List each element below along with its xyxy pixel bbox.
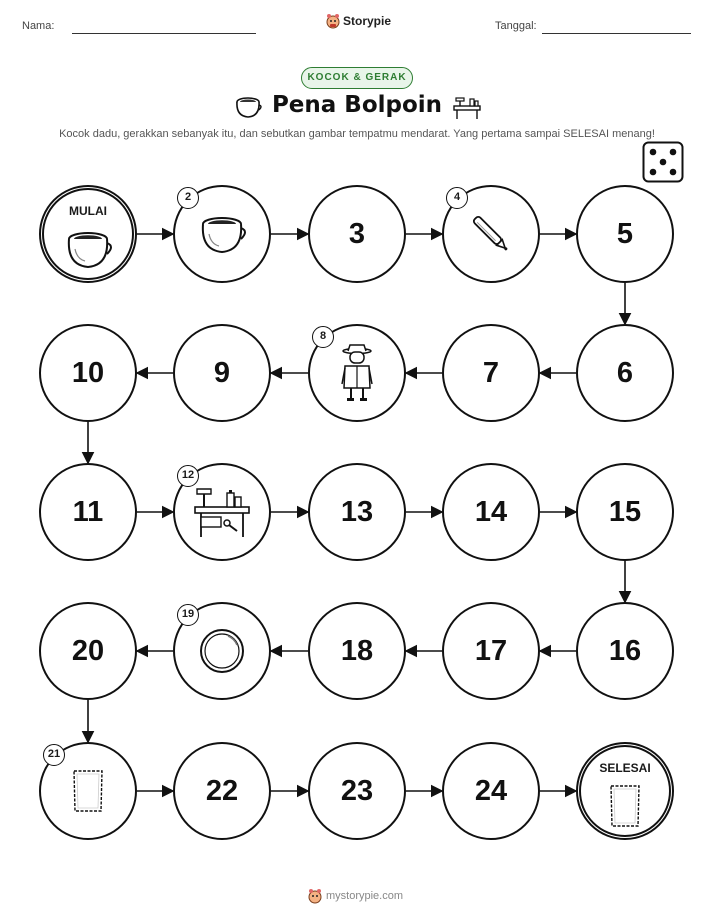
pot-icon bbox=[44, 224, 132, 274]
category-tag: KOCOK & GERAK bbox=[301, 67, 413, 89]
pie-mascot-icon bbox=[308, 888, 322, 904]
board-space bbox=[576, 185, 674, 283]
space-number-badge: 21 bbox=[43, 744, 65, 766]
space-number: 24 bbox=[474, 774, 508, 807]
start-space bbox=[39, 185, 137, 283]
space-number-badge: 2 bbox=[177, 187, 199, 209]
board-space bbox=[442, 742, 540, 840]
page-title: Pena Bolpoin bbox=[271, 92, 443, 118]
space-number: 20 bbox=[71, 634, 105, 667]
board-space bbox=[308, 742, 406, 840]
space-number: 3 bbox=[348, 217, 366, 250]
instructions: Kocok dadu, gerakkan sebanyak itu, dan sebutkan gambar tempatmu mendarat. Yang pertama sampai SELESAI menang! bbox=[59, 128, 655, 140]
space-number: 14 bbox=[474, 495, 508, 528]
finish-label: SELESAI bbox=[599, 761, 651, 775]
space-number: 7 bbox=[482, 356, 500, 389]
space-number: 9 bbox=[213, 356, 231, 389]
name-label: Nama: bbox=[22, 20, 55, 32]
board-space bbox=[308, 185, 406, 283]
board-space bbox=[442, 602, 540, 700]
space-number: 11 bbox=[72, 495, 104, 528]
board-space bbox=[173, 324, 271, 422]
board-space bbox=[576, 463, 674, 561]
space-number-badge: 12 bbox=[177, 465, 199, 487]
board-space bbox=[442, 463, 540, 561]
board-space bbox=[442, 324, 540, 422]
brand-name: Storypie bbox=[343, 14, 392, 28]
space-number: 15 bbox=[608, 495, 642, 528]
start-label: MULAI bbox=[69, 204, 107, 218]
board-space bbox=[39, 324, 137, 422]
space-number: 16 bbox=[608, 634, 642, 667]
space-number: 22 bbox=[205, 774, 239, 807]
space-number-badge: 8 bbox=[312, 326, 334, 348]
space-number: 17 bbox=[474, 634, 508, 667]
space-number: 18 bbox=[340, 634, 374, 667]
space-number-badge: 19 bbox=[177, 604, 199, 626]
space-number: 13 bbox=[340, 495, 374, 528]
finish-space bbox=[576, 742, 674, 840]
board-space bbox=[39, 463, 137, 561]
board-space bbox=[576, 602, 674, 700]
space-number: 10 bbox=[71, 356, 105, 389]
footer bbox=[308, 888, 403, 904]
space-number: 6 bbox=[616, 356, 634, 389]
date-label: Tanggal: bbox=[495, 20, 537, 32]
space-number-badge: 4 bbox=[446, 187, 468, 209]
board-space bbox=[576, 324, 674, 422]
board-space bbox=[39, 602, 137, 700]
board-space bbox=[308, 602, 406, 700]
paper-icon bbox=[581, 781, 669, 831]
footer-site: mystorypie.com bbox=[326, 890, 404, 902]
board-space bbox=[308, 463, 406, 561]
space-number: 23 bbox=[340, 774, 374, 807]
board-space bbox=[173, 742, 271, 840]
space-number: 5 bbox=[616, 217, 634, 250]
